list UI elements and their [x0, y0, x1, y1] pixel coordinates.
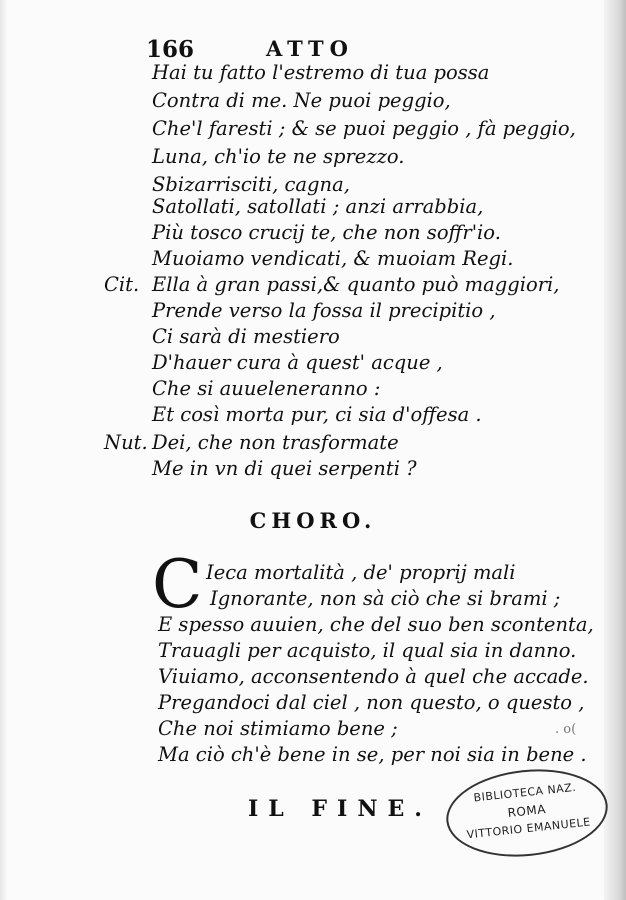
chorus-line: E spesso auuien, che del suo ben scontenta,	[158, 613, 594, 636]
verse-line: Ci sarà di mestiero	[152, 325, 340, 348]
verse-line: Muoiamo vendicati, & muoiam Regi.	[152, 247, 514, 270]
chorus-line: Che noi stimiamo bene ;	[158, 717, 398, 740]
chorus-line: Ignorante, non sà ciò che si brami ;	[210, 587, 561, 610]
verse-line: Luna, ch'io te ne sprezzo.	[152, 145, 405, 168]
verse-line: Contra di me. Ne puoi peggio,	[152, 89, 451, 112]
verse-line: Che'l faresti ; & se puoi peggio , fà peggio,	[152, 117, 576, 140]
verse-line: D'hauer cura à quest' acque ,	[152, 351, 443, 374]
verse-line: Ella à gran passi,& quanto può maggiori,	[152, 273, 560, 296]
verse-line: Et così morta pur, ci sia d'offesa .	[152, 403, 482, 426]
chorus-line: Trauagli per acquisto, il qual sia in danno.	[158, 639, 577, 662]
verse-line: Prende verso la fossa il precipitio ,	[152, 299, 496, 322]
end-mark: IL FINE.	[248, 796, 432, 822]
speaker-nut: Nut.	[104, 431, 148, 454]
chorus-line: Ieca mortalità , de' proprij mali	[206, 561, 516, 584]
verse-line: Me in vn di quei serpenti ?	[152, 457, 417, 480]
page-number: 166	[146, 36, 195, 63]
verse-line: Dei, che non trasformate	[152, 431, 399, 454]
stray-mark: . o(	[555, 722, 577, 737]
drop-cap: C	[152, 546, 203, 623]
verse-line: Sbizarrisciti, cagna,	[152, 173, 350, 196]
chorus-title: CHORO.	[249, 508, 377, 533]
verse-line: Che si auueleneranno :	[152, 377, 381, 400]
speaker-cit: Cit.	[104, 273, 140, 296]
library-stamp	[442, 762, 612, 864]
verse-line: Hai tu fatto l'estremo di tua possa	[152, 61, 490, 84]
verse-line: Satollati, satollati ; anzi arrabbia,	[152, 195, 484, 218]
chorus-line: Ma ciò ch'è bene in se, per noi sia in bene .	[158, 743, 587, 766]
stamp-line: VITTORIO EMANUELE	[466, 815, 592, 842]
stamp-line: ROMA	[506, 802, 547, 820]
running-head: ATTO	[266, 36, 354, 61]
page-right-edge	[604, 0, 626, 900]
chorus-line: Viuiamo, acconsentendo à quel che accade.	[158, 665, 589, 688]
chorus-line: Pregandoci dal ciel , non questo, o questo ,	[158, 691, 585, 714]
verse-line: Più tosco crucij te, che non soffr'io.	[152, 221, 501, 244]
page-left-shadow	[0, 0, 8, 900]
stamp-line: BIBLIOTECA NAZ.	[472, 780, 577, 805]
